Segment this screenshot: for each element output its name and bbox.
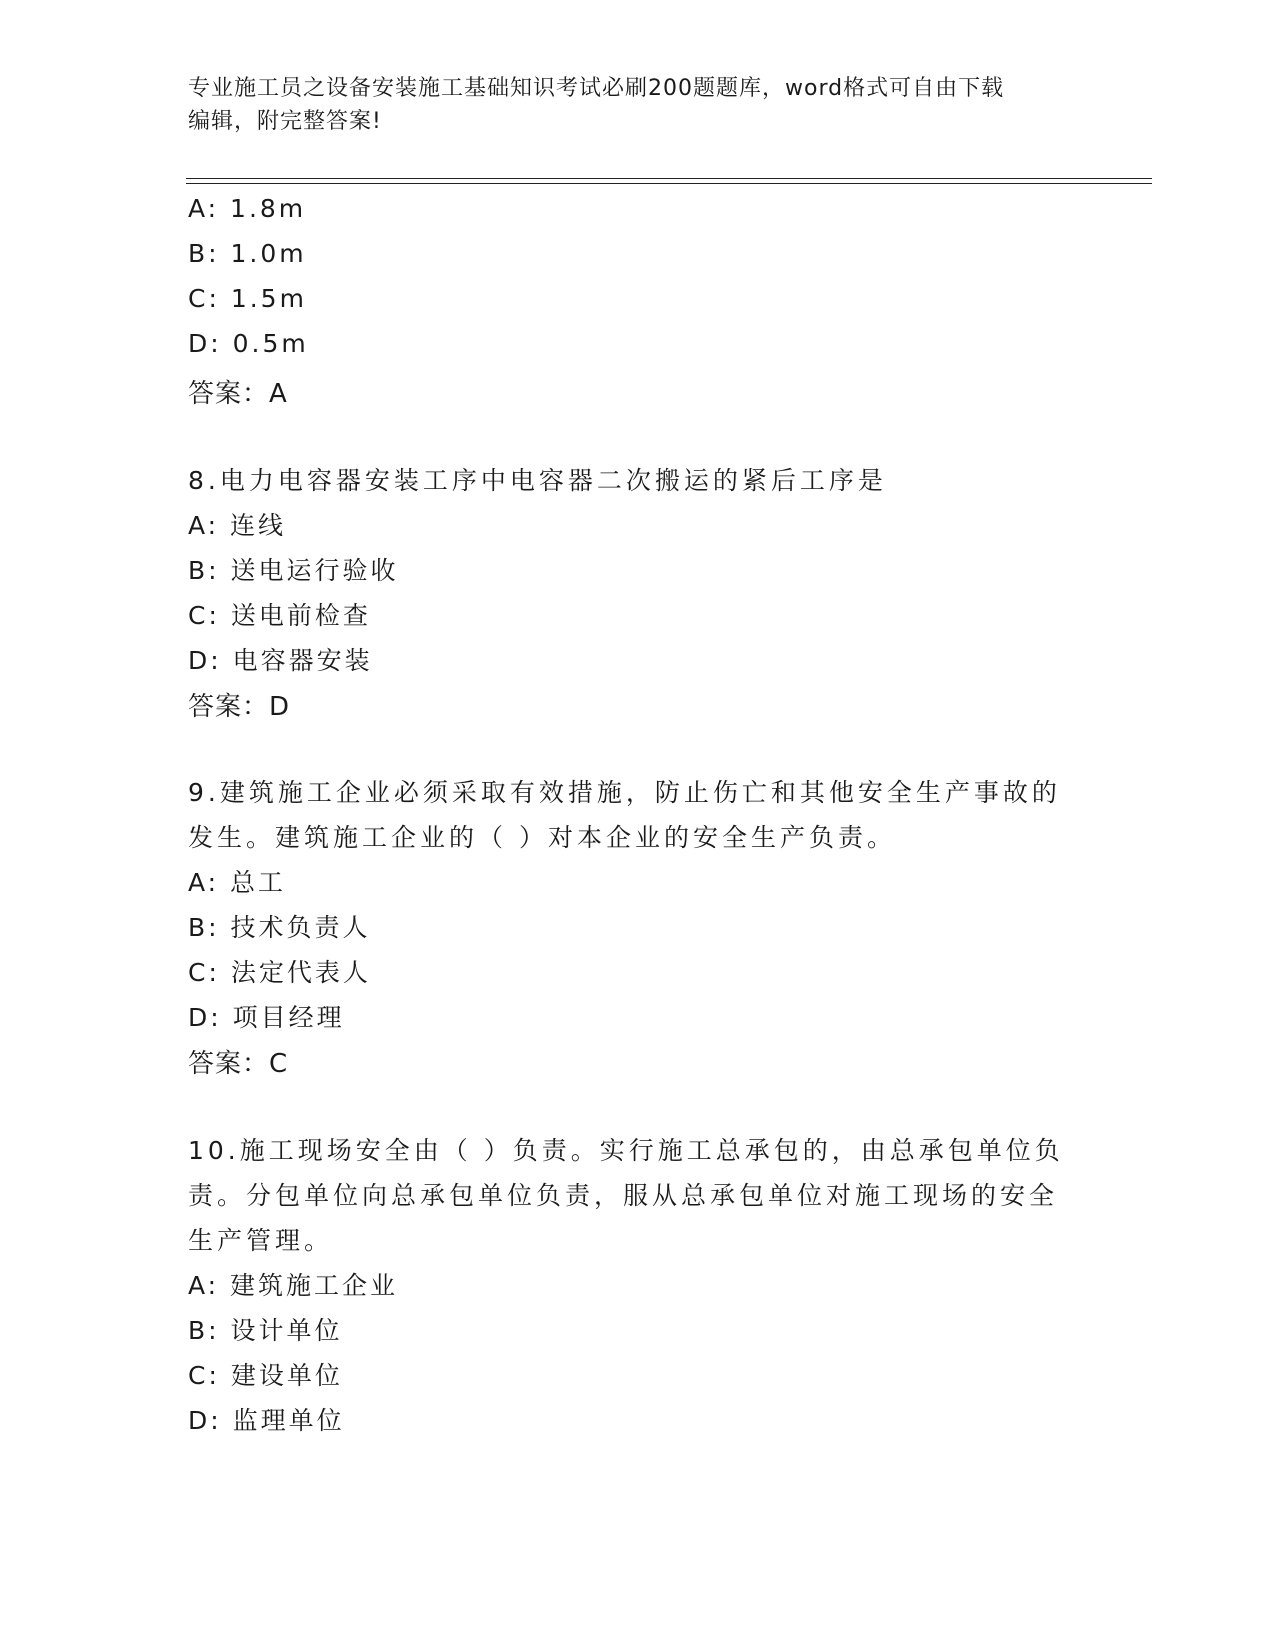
- q10-option-d: D: 监理单位: [188, 1406, 345, 1435]
- header-divider-bottom: [186, 183, 1152, 184]
- q10-option-b: B: 设计单位: [188, 1316, 343, 1345]
- q7-answer: 答案：A: [188, 379, 288, 409]
- q8-option-a: A: 连线: [188, 511, 287, 540]
- q7-option-b: B: 1.0m: [188, 239, 307, 268]
- q9-option-d: D: 项目经理: [188, 1003, 345, 1032]
- header-divider-top: [186, 178, 1152, 179]
- q9-option-a: A: 总工: [188, 868, 287, 897]
- q10-question-line-1: 10.施工现场安全由（ ）负责。实行施工总承包的，由总承包单位负: [188, 1136, 1064, 1165]
- q9-answer: 答案：C: [188, 1049, 289, 1079]
- q8-answer: 答案：D: [188, 692, 291, 722]
- q10-option-c: C: 建设单位: [188, 1361, 343, 1390]
- q8-option-c: C: 送电前检查: [188, 601, 371, 630]
- q9-question-line-2: 发生。建筑施工企业的（ ）对本企业的安全生产负责。: [188, 823, 896, 852]
- q7-option-c: C: 1.5m: [188, 284, 307, 313]
- q7-option-a: A: 1.8m: [188, 194, 307, 223]
- q8-option-b: B: 送电运行验收: [188, 556, 399, 585]
- q10-question-line-3: 生产管理。: [188, 1226, 334, 1255]
- q10-question-line-2: 责。分包单位向总承包单位负责，服从总承包单位对施工现场的安全: [188, 1181, 1059, 1210]
- q9-option-b: B: 技术负责人: [188, 913, 371, 942]
- q8-option-d: D: 电容器安装: [188, 646, 373, 675]
- q9-question-line-1: 9.建筑施工企业必须采取有效措施，防止伤亡和其他安全生产事故的: [188, 778, 1061, 807]
- document-header: [188, 72, 1068, 138]
- header-title-line-1: 专业施工员之设备安装施工基础知识考试必刷200题题库，word格式可自由下载: [188, 76, 1005, 101]
- header-title-line-2: 编辑，附完整答案!: [188, 109, 382, 134]
- q7-option-d: D: 0.5m: [188, 329, 309, 358]
- q10-option-a: A: 建筑施工企业: [188, 1271, 399, 1300]
- q9-option-c: C: 法定代表人: [188, 958, 371, 987]
- q8-question: 8.电力电容器安装工序中电容器二次搬运的紧后工序是: [188, 466, 887, 495]
